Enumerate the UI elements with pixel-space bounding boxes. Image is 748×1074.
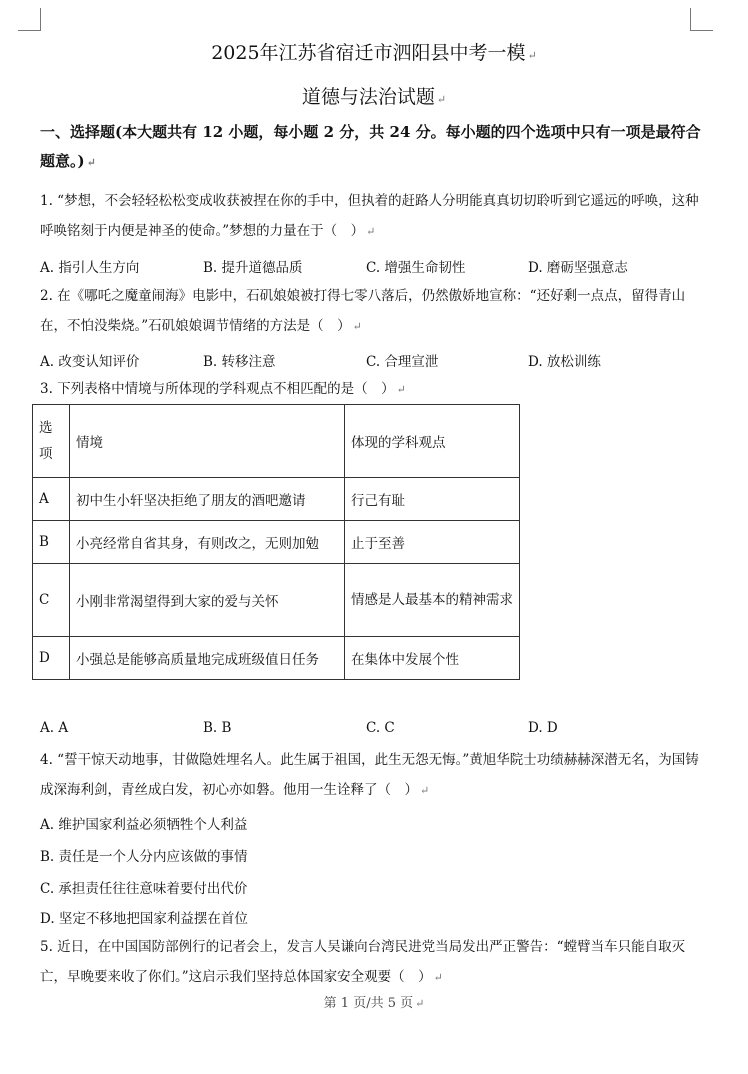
q3-option-a[interactable]: A. A — [40, 720, 69, 736]
q1-option-d[interactable]: D. 磨砺坚强意志 — [528, 260, 628, 276]
table-cell-option: A — [33, 478, 70, 521]
table-cell-situation: 小强总是能够高质量地完成班级值日任务 — [70, 637, 345, 680]
table-row — [33, 637, 520, 680]
margin-corner-mark-left — [18, 8, 41, 31]
q1-option-a[interactable]: A. 指引人生方向 — [40, 260, 140, 276]
table-row — [33, 478, 520, 521]
section-heading: 一、选择题(本大题共有 12 小题，每小题 2 分，共 24 分。每小题的四个选项中只有一项是最符合题意。) ↵ — [40, 123, 701, 170]
q3-option-c[interactable]: C. C — [366, 720, 395, 736]
page-footer: 第 1 页/共 5 页 ↵ — [323, 996, 425, 1011]
table-cell-option: D — [33, 637, 70, 680]
table-header-option: 选项 — [33, 405, 70, 478]
q4-option-c[interactable]: C. 承担责任往往意味着要付出代价 — [40, 881, 248, 897]
margin-corner-mark-right — [690, 8, 713, 31]
q1-option-c[interactable]: C. 增强生命韧性 — [366, 260, 466, 276]
q4-option-b[interactable]: B. 责任是一个人分内应该做的事情 — [40, 849, 248, 865]
q4-option-a[interactable]: A. 维护国家利益必须牺牲个人利益 — [40, 817, 248, 833]
q2-option-a[interactable]: A. 改变认知评价 — [40, 354, 140, 370]
table-cell-situation: 小刚非常渴望得到大家的爱与关怀 — [70, 564, 345, 637]
q2-option-c[interactable]: C. 合理宣泄 — [366, 354, 439, 370]
table-row — [33, 564, 520, 637]
table-cell-viewpoint: 止于至善 — [345, 521, 520, 564]
q2-option-b[interactable]: B. 转移注意 — [203, 354, 276, 370]
table-header-row — [33, 405, 520, 478]
table-cell-viewpoint: 情感是人最基本的精神需求 — [345, 564, 520, 637]
table-cell-viewpoint: 行己有耻 — [345, 478, 520, 521]
exam-title: 2025年江苏省宿迁市泗阳县中考一模 ↵ — [211, 42, 537, 64]
q3-option-d[interactable]: D. D — [528, 720, 558, 736]
table-cell-option: B — [33, 521, 70, 564]
q3-option-b[interactable]: B. B — [203, 720, 232, 736]
table-cell-option: C — [33, 564, 70, 637]
table-header-viewpoint: 体现的学科观点 — [345, 405, 520, 478]
q4-option-d[interactable]: D. 坚定不移地把国家利益摆在首位 — [40, 911, 248, 927]
question-3-table — [32, 404, 520, 680]
q2-option-d[interactable]: D. 放松训练 — [528, 354, 601, 370]
exam-subtitle: 道德与法治试题 ↵ — [301, 86, 447, 108]
question-3-stem: 3. 下列表格中情境与所体现的学科观点不相匹配的是（ ） ↵ — [40, 381, 406, 397]
question-1-stem: 1. “梦想，不会轻轻松松变成收获被捏在你的手中，但执着的赶路人分明能真真切切聆听到它遥远的呼唤，这种呼唤铭刻于内便是神圣的使命。”梦想的力量在于（ ） ↵ — [40, 193, 699, 239]
table-cell-situation: 小亮经常自省其身，有则改之，无则加勉 — [70, 521, 345, 564]
question-4-stem: 4. “誓干惊天动地事，甘做隐姓埋名人。此生属于祖国，此生无怨无悔。”黄旭华院士功绩赫赫深潜无名，为国铸成深海利剑，青丝成白发，初心亦如磐。他用一生诠释了（ ） ↵ — [40, 752, 699, 798]
table-row — [33, 521, 520, 564]
question-5-stem: 5. 近日，在中国国防部例行的记者会上，发言人吴谦向台湾民进党当局发出严正警告：“螳臂当车只能自取灭亡，早晚要来收了你们。”这启示我们坚持总体国家安全观要（ ） ↵ — [40, 939, 686, 985]
table-cell-viewpoint: 在集体中发展个性 — [345, 637, 520, 680]
question-2-stem: 2. 在《哪吒之魔童闹海》电影中，石矶娘娘被打得七零八落后，仍然傲娇地宣称：“还好剩一点点，留得青山在，不怕没柴烧。”石矶娘娘调节情绪的方法是（ ） ↵ — [40, 288, 686, 334]
table-cell-situation: 初中生小轩坚决拒绝了朋友的酒吧邀请 — [70, 478, 345, 521]
table-header-situation: 情境 — [70, 405, 345, 478]
q1-option-b[interactable]: B. 提升道德品质 — [203, 260, 303, 276]
